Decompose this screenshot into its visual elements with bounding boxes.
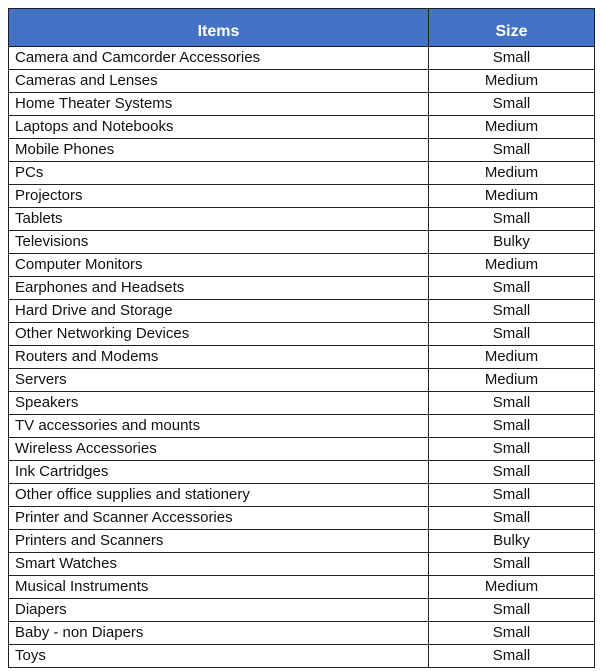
table-row [9, 369, 595, 392]
size-cell[interactable]: Small [429, 645, 595, 668]
item-cell[interactable]: Smart Watches [9, 553, 429, 576]
size-cell[interactable]: Medium [429, 70, 595, 93]
table-row [9, 599, 595, 622]
size-cell[interactable]: Medium [429, 254, 595, 277]
item-cell[interactable]: Mobile Phones [9, 139, 429, 162]
item-cell[interactable]: Diapers [9, 599, 429, 622]
table-row [9, 231, 595, 254]
spreadsheet-view [8, 8, 594, 668]
item-cell[interactable]: Wireless Accessories [9, 438, 429, 461]
item-cell[interactable]: Musical Instruments [9, 576, 429, 599]
table-row [9, 139, 595, 162]
item-cell[interactable]: Other office supplies and stationery [9, 484, 429, 507]
size-cell[interactable]: Medium [429, 576, 595, 599]
table-row [9, 93, 595, 116]
header-row [9, 9, 595, 47]
item-cell[interactable]: Earphones and Headsets [9, 277, 429, 300]
item-cell[interactable]: Camera and Camcorder Accessories [9, 47, 429, 70]
item-cell[interactable]: Toys [9, 645, 429, 668]
size-cell[interactable]: Small [429, 392, 595, 415]
size-cell[interactable]: Medium [429, 346, 595, 369]
table-row [9, 185, 595, 208]
size-cell[interactable]: Small [429, 47, 595, 70]
header-label-size: Size [495, 23, 528, 40]
table-body [9, 47, 595, 668]
table-row [9, 300, 595, 323]
table-row [9, 277, 595, 300]
table-row [9, 392, 595, 415]
table-row [9, 576, 595, 599]
size-cell[interactable]: Medium [429, 185, 595, 208]
item-cell[interactable]: Baby - non Diapers [9, 622, 429, 645]
table-row [9, 70, 595, 93]
item-cell[interactable]: Televisions [9, 231, 429, 254]
table-row [9, 507, 595, 530]
item-cell[interactable]: Routers and Modems [9, 346, 429, 369]
header-cell-items[interactable] [9, 9, 429, 47]
item-cell[interactable]: Cameras and Lenses [9, 70, 429, 93]
table-row [9, 323, 595, 346]
item-cell[interactable]: Home Theater Systems [9, 93, 429, 116]
table-row [9, 47, 595, 70]
table-row [9, 553, 595, 576]
table-row [9, 622, 595, 645]
table-row [9, 208, 595, 231]
table-row [9, 461, 595, 484]
table-row [9, 254, 595, 277]
item-cell[interactable]: Tablets [9, 208, 429, 231]
table-row [9, 346, 595, 369]
header-cell-size[interactable] [429, 9, 595, 47]
items-size-table [8, 8, 595, 668]
size-cell[interactable]: Small [429, 300, 595, 323]
item-cell[interactable]: Printer and Scanner Accessories [9, 507, 429, 530]
item-cell[interactable]: Computer Monitors [9, 254, 429, 277]
item-cell[interactable]: Servers [9, 369, 429, 392]
table-row [9, 116, 595, 139]
item-cell[interactable]: TV accessories and mounts [9, 415, 429, 438]
size-cell[interactable]: Small [429, 507, 595, 530]
size-cell[interactable]: Small [429, 139, 595, 162]
item-cell[interactable]: PCs [9, 162, 429, 185]
size-cell[interactable]: Bulky [429, 231, 595, 254]
item-cell[interactable]: Speakers [9, 392, 429, 415]
size-cell[interactable]: Small [429, 484, 595, 507]
size-cell[interactable]: Small [429, 323, 595, 346]
size-cell[interactable]: Small [429, 622, 595, 645]
table-row [9, 162, 595, 185]
size-cell[interactable]: Medium [429, 116, 595, 139]
item-cell[interactable]: Ink Cartridges [9, 461, 429, 484]
size-cell[interactable]: Small [429, 93, 595, 116]
size-cell[interactable]: Small [429, 461, 595, 484]
item-cell[interactable]: Printers and Scanners [9, 530, 429, 553]
table-row [9, 415, 595, 438]
table-row [9, 484, 595, 507]
table-row [9, 645, 595, 668]
item-cell[interactable]: Hard Drive and Storage [9, 300, 429, 323]
item-cell[interactable]: Other Networking Devices [9, 323, 429, 346]
table-row [9, 530, 595, 553]
header-label-items: Items [197, 23, 240, 40]
item-cell[interactable]: Projectors [9, 185, 429, 208]
size-cell[interactable]: Medium [429, 162, 595, 185]
size-cell[interactable]: Bulky [429, 530, 595, 553]
size-cell[interactable]: Small [429, 415, 595, 438]
size-cell[interactable]: Medium [429, 369, 595, 392]
size-cell[interactable]: Small [429, 438, 595, 461]
size-cell[interactable]: Small [429, 208, 595, 231]
item-cell[interactable]: Laptops and Notebooks [9, 116, 429, 139]
size-cell[interactable]: Small [429, 599, 595, 622]
size-cell[interactable]: Small [429, 277, 595, 300]
size-cell[interactable]: Small [429, 553, 595, 576]
table-row [9, 438, 595, 461]
